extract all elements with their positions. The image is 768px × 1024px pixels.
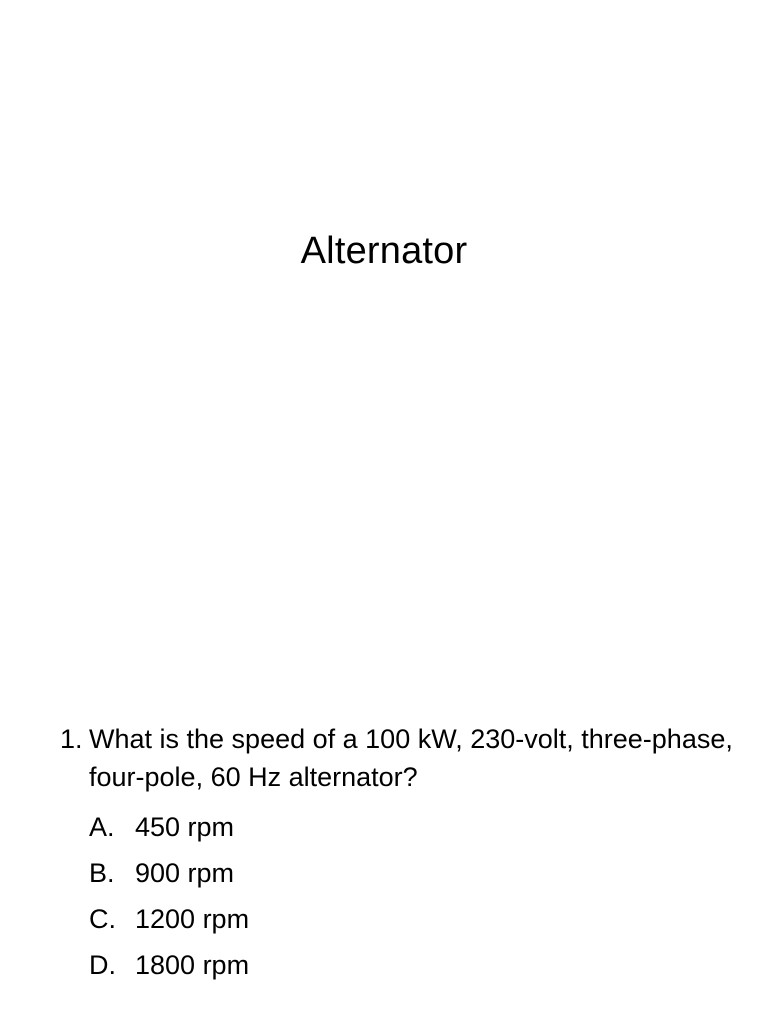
slide-title: Alternator xyxy=(300,230,468,272)
option-letter: C. xyxy=(89,904,116,934)
question-number: 1. xyxy=(60,724,83,754)
option-c xyxy=(89,896,740,942)
question-block xyxy=(60,720,740,988)
option-d xyxy=(89,942,740,988)
option-b xyxy=(89,850,740,896)
question-text: What is the speed of a 100 kW, 230-volt, three-phase, four-pole, 60 Hz alternator? xyxy=(89,724,733,792)
option-text: 1200 rpm xyxy=(135,904,250,934)
option-text: 450 rpm xyxy=(135,812,235,842)
question-line xyxy=(60,720,740,796)
option-letter: D. xyxy=(89,950,116,980)
option-a xyxy=(89,804,740,850)
answer-options xyxy=(89,804,740,988)
option-text: 1800 rpm xyxy=(135,950,250,980)
option-text: 900 rpm xyxy=(135,858,235,888)
option-letter: B. xyxy=(89,858,115,888)
option-letter: A. xyxy=(89,812,115,842)
